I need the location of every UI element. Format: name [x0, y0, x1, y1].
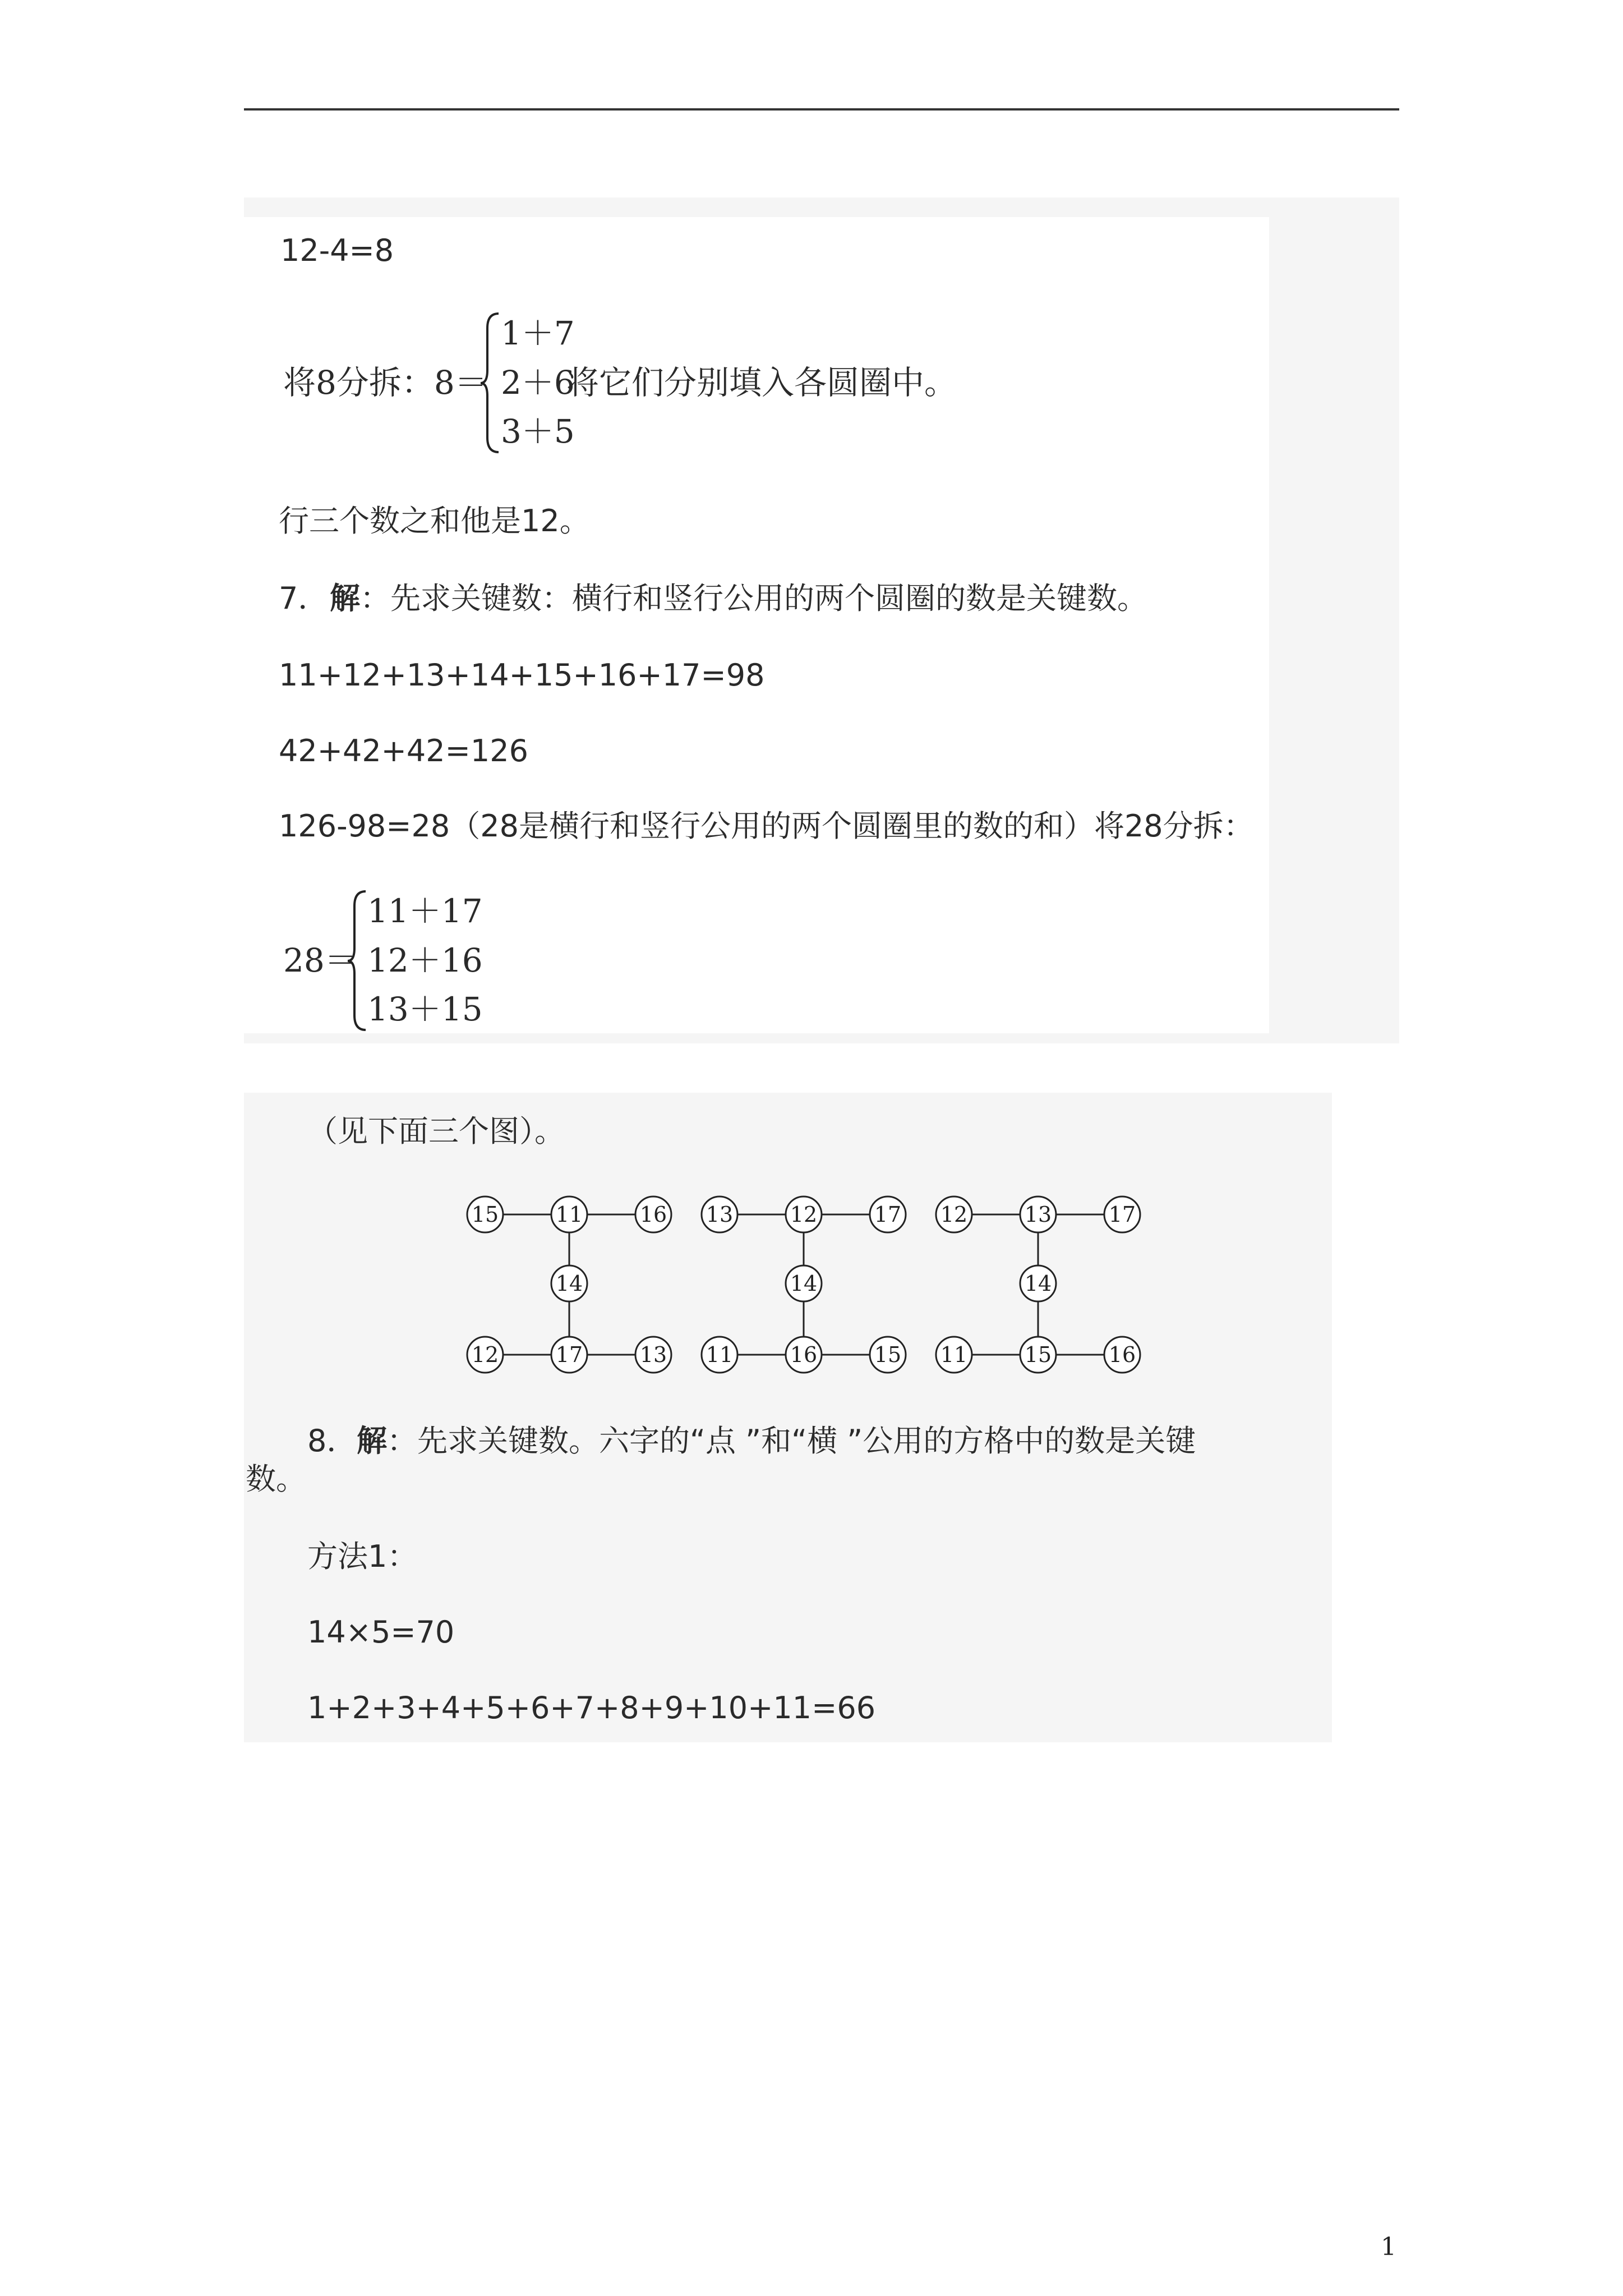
question-8-text: ：先求关键数。六字的“点 ”和“横 ”公用的方格中的数是关键 — [387, 1423, 1196, 1458]
question-8-label: 解 — [357, 1423, 387, 1458]
diagram-3 — [936, 1197, 1140, 1373]
equation-12-4: 12-4=8 — [280, 233, 394, 268]
middle-node-label: 14 — [555, 1271, 583, 1296]
split8-suffix: 将它们分别填入各圆圈中。 — [566, 364, 957, 402]
diagram-2 — [702, 1197, 906, 1373]
equation-28-note: 126-98=28（28是横行和竖行公用的两个圆圈里的数的和）将28分拆： — [279, 808, 1254, 844]
equation-126: 42+42+42=126 — [279, 733, 528, 769]
see-figures-note: （见下面三个图）。 — [307, 1114, 565, 1149]
method-1-heading: 方法1： — [307, 1539, 418, 1574]
split28-option-2: 12＋16 — [367, 941, 483, 979]
split28-option-1: 11＋17 — [367, 892, 483, 930]
split28-option-3: 13＋15 — [367, 990, 483, 1028]
top-node-1-label: 13 — [706, 1202, 734, 1227]
top-node-2-label: 11 — [555, 1202, 583, 1227]
bottom-node-2-label: 15 — [1024, 1342, 1052, 1367]
bottom-node-3-label: 15 — [874, 1342, 902, 1367]
question-7-number: 7． — [279, 581, 329, 616]
question-7-text: ：先求关键数：横行和竖行公用的两个圆圈的数是关键数。 — [360, 581, 1147, 616]
top-node-2-label: 13 — [1024, 1202, 1052, 1227]
bottom-node-2-label: 17 — [555, 1342, 583, 1367]
top-node-3-label: 17 — [1108, 1202, 1136, 1227]
middle-node-label: 14 — [790, 1271, 818, 1296]
split8-prefix: 将8分拆：8＝ — [283, 364, 487, 402]
split28-brace — [347, 889, 369, 1032]
split8-option-3: 3＋5 — [501, 412, 575, 450]
bottom-node-2-label: 16 — [790, 1342, 818, 1367]
bottom-node-1-label: 11 — [940, 1342, 968, 1367]
top-node-1-label: 12 — [940, 1202, 968, 1227]
question-7-label: 解 — [330, 581, 360, 616]
bottom-node-3-label: 13 — [639, 1342, 667, 1367]
equation-sum-66: 1+2+3+4+5+6+7+8+9+10+11=66 — [307, 1690, 876, 1726]
top-node-3-label: 16 — [639, 1202, 667, 1227]
bottom-node-1-label: 12 — [471, 1342, 499, 1367]
top-node-2-label: 12 — [790, 1202, 818, 1227]
header-rule — [244, 108, 1399, 111]
diagram-1 — [467, 1197, 671, 1373]
split8-brace — [479, 311, 502, 454]
middle-node-label: 14 — [1024, 1271, 1052, 1296]
bottom-node-1-label: 11 — [706, 1342, 734, 1367]
top-node-1-label: 15 — [471, 1202, 499, 1227]
equation-14x5: 14×5=70 — [307, 1614, 455, 1650]
number-diagrams — [460, 1189, 1155, 1391]
row-sum-note: 行三个数之和他是12。 — [279, 503, 590, 539]
split28-prefix: 28＝ — [283, 941, 357, 979]
question-8-number: 8． — [307, 1423, 357, 1458]
page-number: 1 — [1381, 2233, 1396, 2261]
top-node-3-label: 17 — [874, 1202, 902, 1227]
split8-option-1: 1＋7 — [501, 314, 575, 352]
bottom-node-3-label: 16 — [1108, 1342, 1136, 1367]
split8-option-2: 2＋6 — [501, 364, 575, 402]
question-8-text-cont: 数。 — [246, 1461, 306, 1497]
equation-sum-98: 11+12+13+14+15+16+17=98 — [279, 657, 765, 693]
